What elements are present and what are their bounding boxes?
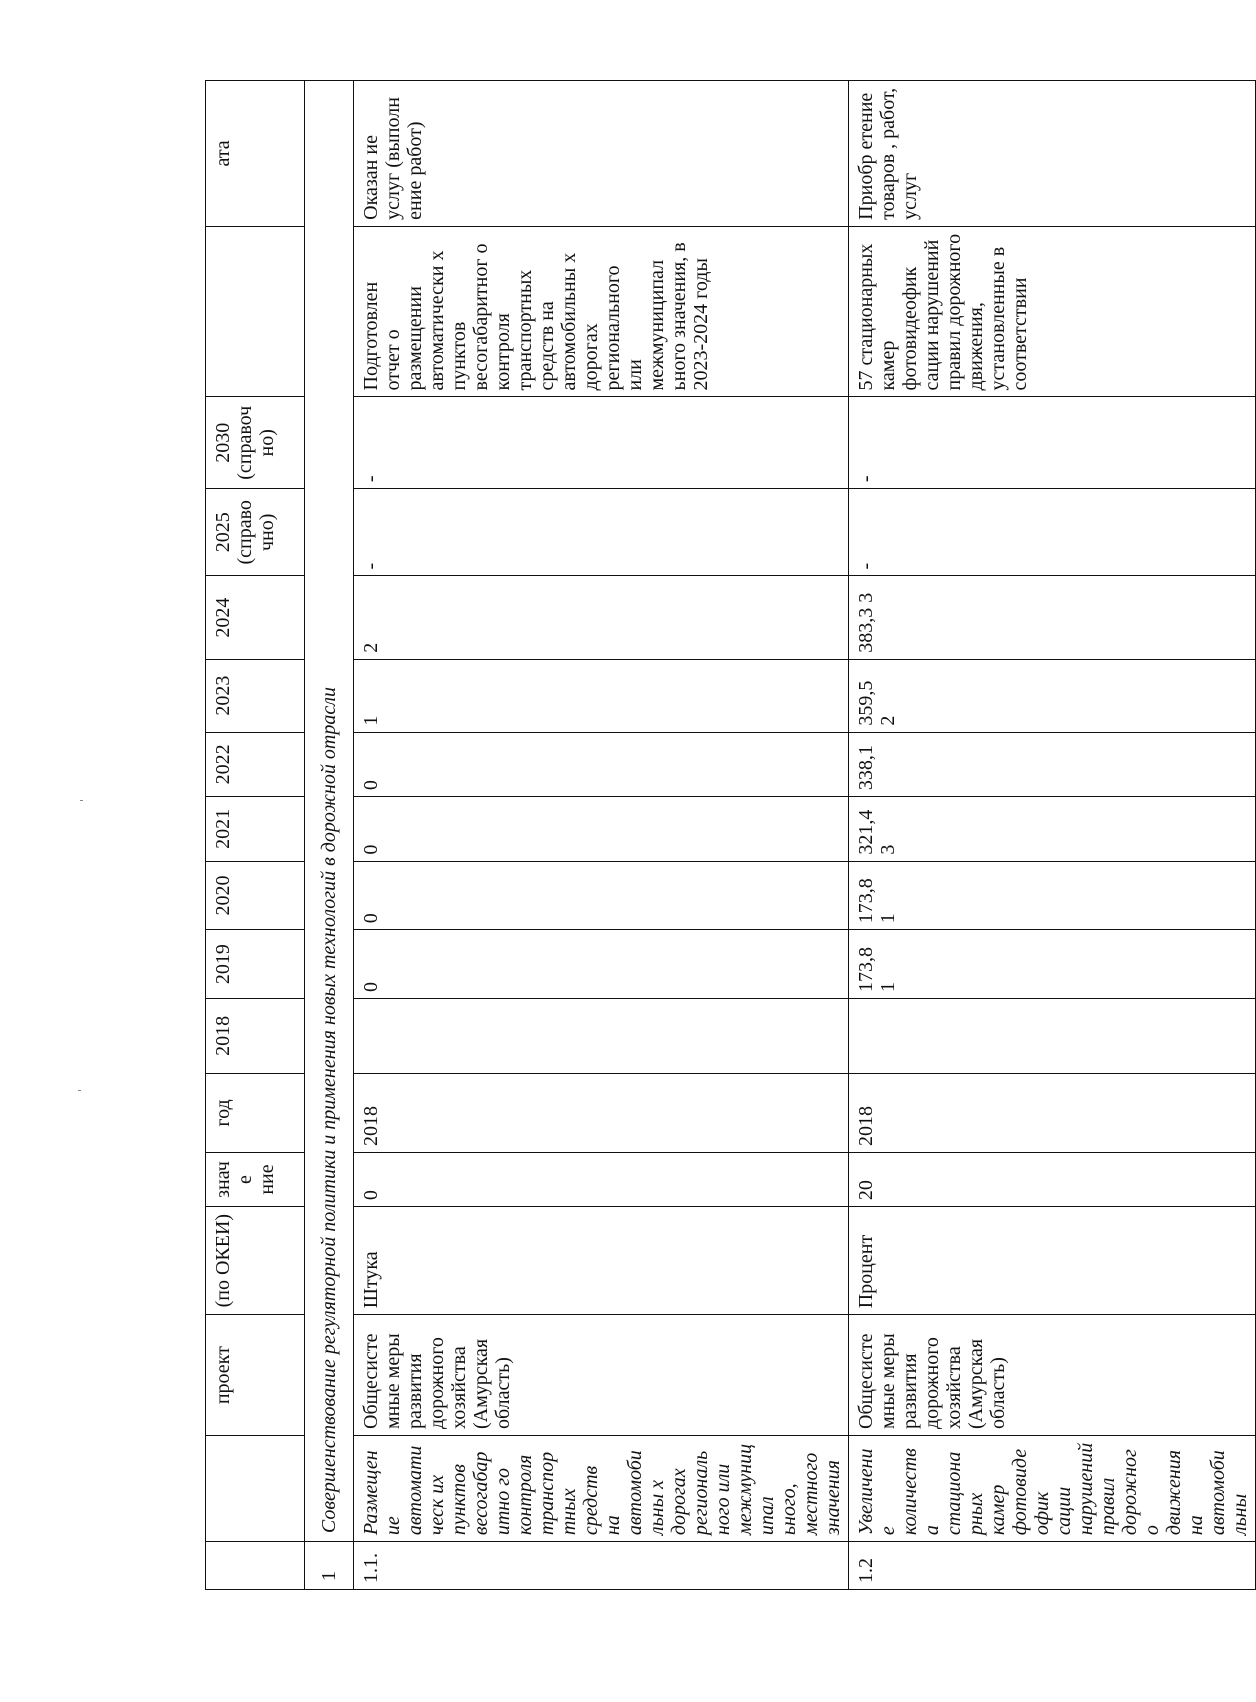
header-year-2021: 2021 bbox=[206, 797, 305, 862]
base-year: 2018 bbox=[354, 1073, 849, 1152]
value-2019: 0 bbox=[354, 930, 849, 999]
result-type: Оказан ие услуг (выполн ение работ) bbox=[354, 81, 849, 227]
header-year-2024: 2024 bbox=[206, 576, 305, 659]
value-2020: 0 bbox=[354, 861, 849, 930]
header-name bbox=[206, 1436, 305, 1542]
table-row bbox=[849, 81, 1256, 1590]
unit: Процент bbox=[849, 1207, 1256, 1315]
header-base-year: год bbox=[206, 1073, 305, 1152]
value-2030: - bbox=[849, 397, 1256, 489]
result-text: Подготовлен отчет о размещении автоматически х пунктов весогабаритног о контроля транспортных средств на автомобильны х дорогах регионального или межмуниципал ьного значения, в 2023-2024 годы bbox=[354, 226, 849, 397]
section-number: 1 bbox=[305, 1542, 354, 1590]
header-base-value: значе ние bbox=[206, 1152, 305, 1206]
value-2021: 321,4 3 bbox=[849, 797, 1256, 862]
scan-speck bbox=[80, 800, 83, 801]
value-2024: 2 bbox=[354, 576, 849, 659]
header-year-2020: 2020 bbox=[206, 861, 305, 930]
project-name: Общесисте мные меры развития дорожного хозяйства (Амурская область) bbox=[354, 1315, 849, 1436]
header-type: ата bbox=[206, 81, 305, 227]
scan-speck bbox=[78, 1090, 81, 1091]
value-2018 bbox=[849, 998, 1256, 1073]
indicators-table bbox=[205, 80, 1256, 1590]
value-2025: - bbox=[849, 489, 1256, 576]
header-unit: (по ОКЕИ) bbox=[206, 1207, 305, 1315]
rotated-table-wrapper bbox=[205, 80, 1251, 1590]
value-2019: 173,8 1 bbox=[849, 930, 1256, 999]
project-name: Общесисте мные меры развития дорожного хозяйства (Амурская область) bbox=[849, 1315, 1256, 1436]
unit: Штука bbox=[354, 1207, 849, 1315]
base-year: 2018 bbox=[849, 1073, 1256, 1152]
value-2023: 1 bbox=[354, 659, 849, 732]
base-value: 20 bbox=[849, 1152, 1256, 1206]
header-result bbox=[206, 226, 305, 397]
header-year-2030: 2030 (справоч но) bbox=[206, 397, 305, 489]
value-2024: 383,3 3 bbox=[849, 576, 1256, 659]
table-header-row bbox=[206, 81, 305, 1590]
indicator-name: Увеличение количества стационарных камер фотовидеофик сации нарушений правил дорожного движения на автомобильны bbox=[849, 1436, 1256, 1542]
header-year-2025: 2025 (справо чно) bbox=[206, 489, 305, 576]
result-type: Приобр етение товаров , работ, услуг bbox=[849, 81, 1256, 227]
header-num bbox=[206, 1542, 305, 1590]
value-2023: 359,5 2 bbox=[849, 659, 1256, 732]
header-year-2023: 2023 bbox=[206, 659, 305, 732]
value-2020: 173,8 1 bbox=[849, 861, 1256, 930]
header-year-2018: 2018 bbox=[206, 998, 305, 1073]
value-2021: 0 bbox=[354, 797, 849, 862]
header-year-2019: 2019 bbox=[206, 930, 305, 999]
header-year-2022: 2022 bbox=[206, 732, 305, 797]
value-2030: - bbox=[354, 397, 849, 489]
result-text: 57 стационарных камер фотовидеофик сации нарушений правил дорожного движения, установленные в соответствии bbox=[849, 226, 1256, 397]
value-2025: - bbox=[354, 489, 849, 576]
table-row bbox=[354, 81, 849, 1590]
section-title: Совершенствование регуляторной политики и применения новых технологий в дорожной отрасли bbox=[305, 81, 354, 1542]
value-2018 bbox=[354, 998, 849, 1073]
value-2022: 0 bbox=[354, 732, 849, 797]
header-project: проект bbox=[206, 1315, 305, 1436]
indicator-name: Размещение автоматическ их пунктов весогабаритно го контроля транспортных средств на автомобильны х дорогах регионального или межмуниципал ьного, местного значения bbox=[354, 1436, 849, 1542]
section-row bbox=[305, 81, 354, 1590]
value-2022: 338,1 bbox=[849, 732, 1256, 797]
row-number: 1.2 bbox=[849, 1542, 1256, 1590]
row-number: 1.1. bbox=[354, 1542, 849, 1590]
base-value: 0 bbox=[354, 1152, 849, 1206]
